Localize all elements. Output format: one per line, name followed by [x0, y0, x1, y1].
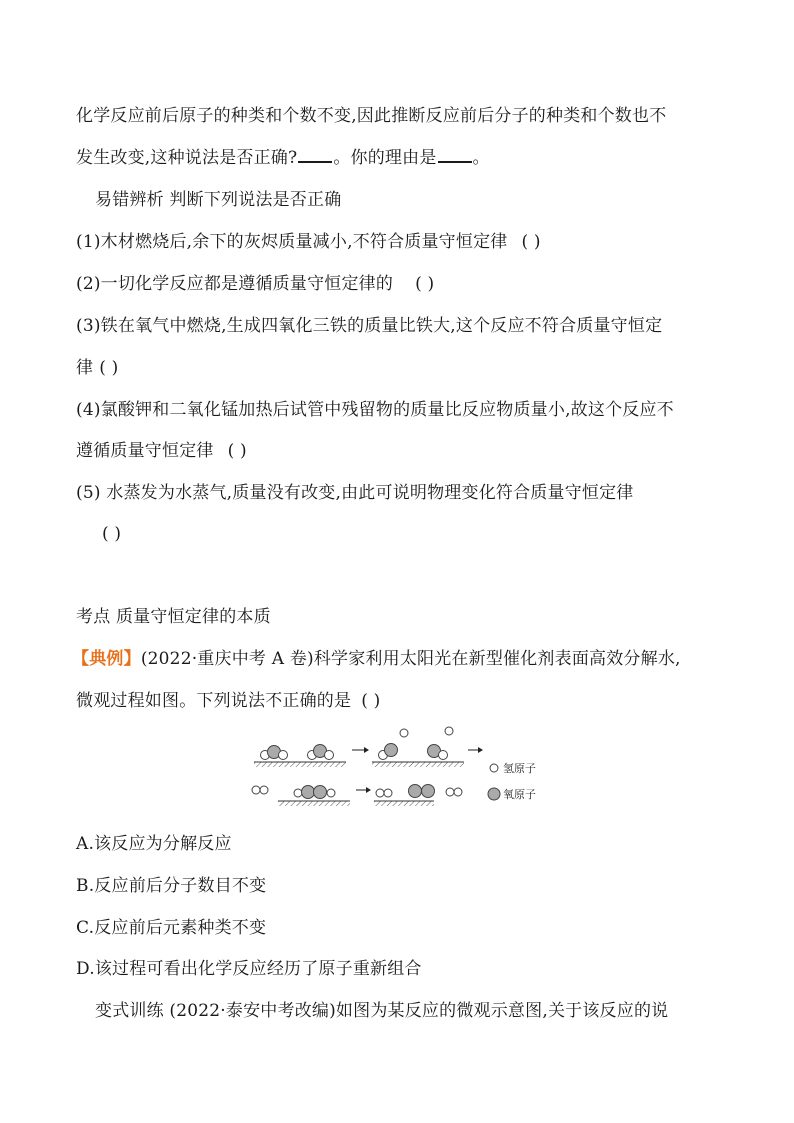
example-line-1-text: (2022·重庆中考 A 卷)科学家利用太阳光在新型催化剂表面高效分解水,	[140, 649, 681, 669]
option-d[interactable]: D.该过程可看出化学反应经历了原子重新组合	[76, 959, 422, 979]
answer-blank-2[interactable]	[438, 147, 472, 163]
arrow-icon	[366, 787, 371, 793]
judge-item-4b-text: 遵循质量守恒定律	[76, 441, 214, 461]
judge-item-3b	[76, 356, 118, 380]
catalyst-surface	[372, 762, 464, 767]
intro-question: 发生改变,这种说法是否正确?	[76, 148, 298, 168]
judge-item-2-paren[interactable]: ( )	[415, 274, 435, 294]
legend-hydrogen-label: 氢原子	[503, 762, 536, 775]
intro-reason: 。你的理由是	[333, 148, 437, 168]
answer-blank-1[interactable]	[298, 147, 332, 163]
judge-item-4-paren[interactable]: ( )	[227, 441, 247, 461]
legend-hydrogen-icon	[490, 764, 498, 772]
judge-item-3-paren[interactable]: ( )	[99, 358, 119, 378]
arrow-icon	[364, 747, 369, 753]
example-paren[interactable]: ( )	[361, 691, 381, 711]
catalyst-surface	[374, 801, 434, 806]
hydrogen-atom	[446, 788, 454, 796]
hydrogen-atom	[260, 786, 268, 794]
row-2	[252, 785, 462, 807]
intro-line-2	[76, 146, 490, 170]
intro-line-1: 化学反应前后原子的种类和个数不变,因此推断反应前后分子的种类和个数也不	[76, 106, 667, 126]
judge-item-5-paren[interactable]: ( )	[102, 524, 122, 544]
hydrogen-atom	[445, 727, 453, 735]
option-c[interactable]: C.反应前后元素种类不变	[76, 918, 267, 938]
legend	[488, 761, 536, 801]
judge-item-1-paren[interactable]: ( )	[521, 232, 541, 252]
hydrogen-atom	[325, 751, 334, 760]
option-b[interactable]: B.反应前后分子数目不变	[76, 876, 267, 896]
kaodian-heading: 考点 质量守恒定律的本质	[76, 607, 271, 627]
judge-item-2	[76, 272, 434, 296]
judge-title: 易错辨析 判断下列说法是否正确	[95, 190, 342, 210]
hydrogen-atom	[454, 788, 462, 796]
judge-item-4b	[76, 439, 247, 463]
oxygen-atom	[302, 786, 315, 799]
oxygen-atom	[314, 786, 327, 799]
judge-item-1-text: (1)木材燃烧后,余下的灰烬质量减小,不符合质量守恒定律	[76, 232, 508, 252]
hydrogen-atom	[252, 786, 260, 794]
catalyst-surface	[254, 762, 346, 767]
hydrogen-atom	[439, 751, 448, 760]
legend-oxygen-label: 氧原子	[503, 788, 536, 801]
judge-item-5a: (5) 水蒸发为水蒸气,质量没有改变,由此可说明物理变化符合质量守恒定律	[76, 483, 634, 503]
judge-item-3b-text: 律	[76, 358, 94, 378]
row-1	[254, 727, 483, 767]
micro-process-diagram	[250, 722, 550, 812]
hydrogen-atom	[279, 751, 288, 760]
hydrogen-atom	[327, 789, 335, 797]
judge-item-2-text: (2)一切化学反应都是遵循质量守恒定律的	[76, 274, 394, 294]
option-a[interactable]: A.该反应为分解反应	[76, 834, 232, 854]
example-line-2	[76, 689, 380, 713]
oxygen-atom	[409, 785, 422, 798]
example-line-2-text: 微观过程如图。下列说法不正确的是	[76, 691, 352, 711]
example-line-1	[72, 647, 681, 671]
judge-item-3a: (3)铁在氧气中燃烧,生成四氧化三铁的质量比铁大,这个反应不符合质量守恒定	[76, 316, 663, 336]
example-tag: 【典例】	[72, 649, 141, 669]
oxygen-atom	[422, 785, 435, 798]
variant-line: 变式训练 (2022·泰安中考改编)如图为某反应的微观示意图,关于该反应的说	[95, 1001, 669, 1021]
judge-item-4a: (4)氯酸钾和二氧化锰加热后试管中残留物的质量比反应物质量小,故这个反应不	[76, 400, 674, 420]
oxygen-atom	[385, 744, 398, 757]
hydrogen-atom	[294, 789, 302, 797]
catalyst-surface	[278, 801, 350, 806]
legend-oxygen-icon	[488, 788, 500, 800]
intro-end: 。	[472, 148, 490, 168]
hydrogen-atom	[384, 789, 392, 797]
judge-item-1	[76, 230, 541, 254]
hydrogen-atom	[400, 729, 408, 737]
arrow-icon	[478, 747, 483, 753]
hydrogen-atom	[376, 789, 384, 797]
